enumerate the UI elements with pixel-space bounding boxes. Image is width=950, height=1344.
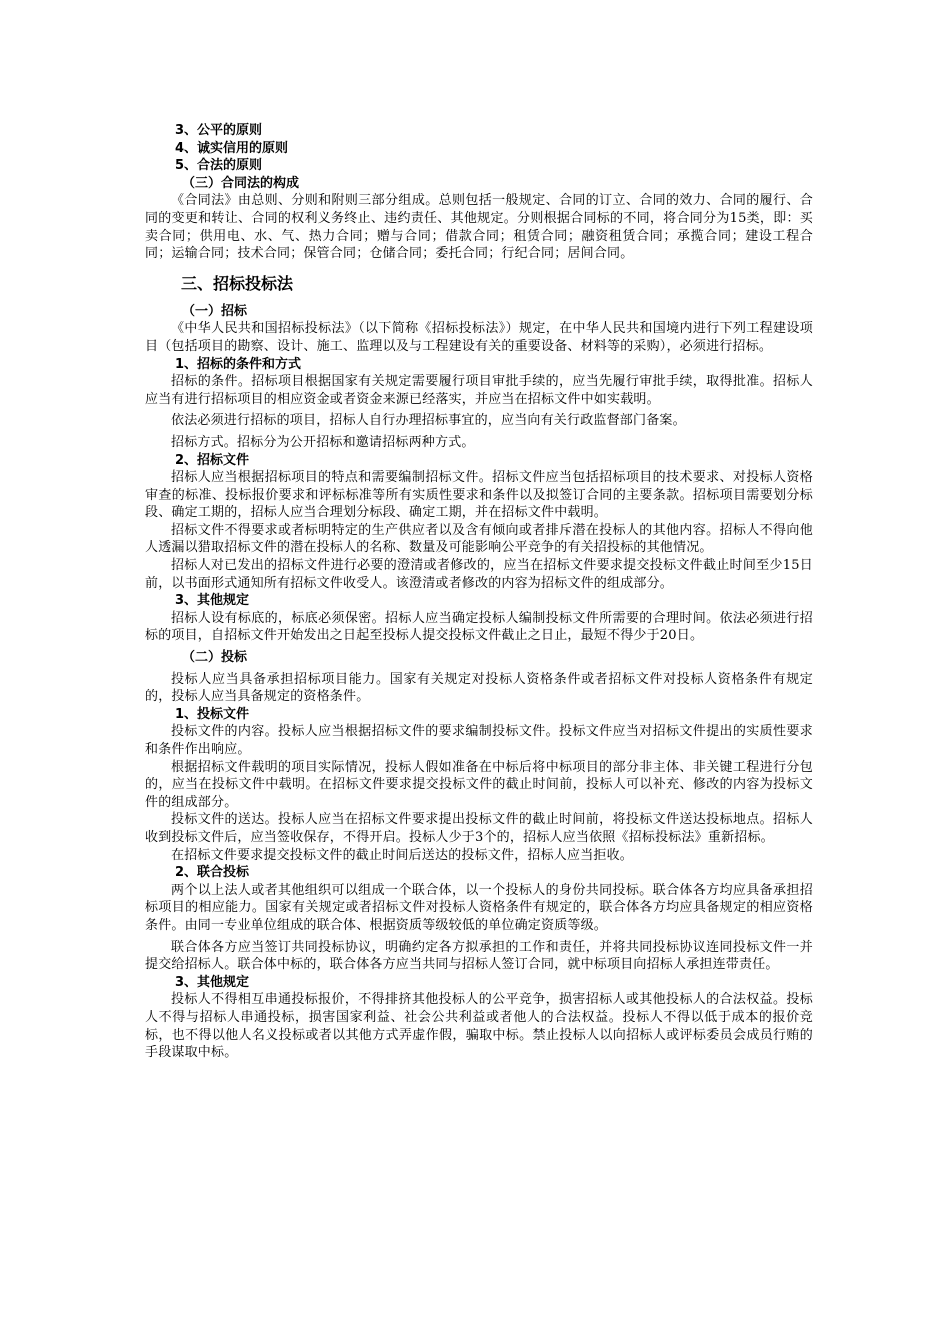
paragraph: 投标文件的送达。投标人应当在招标文件要求提出投标文件的截止时间前，将投标文件送达投标地点。招标人收到投标文件后，应当签收保存，不得开启。投标人少于3个的，招标人应当依照《招标投标法》重新招标。: [145, 812, 813, 845]
paragraph: 招标人应当根据招标项目的特点和需要编制招标文件。招标文件应当包括招标项目的技术要求、对投标人资格审查的标准、投标报价要求和评标标准等所有实质性要求和条件以及拟签订合同的主要条款。招标项目需要划分标段、确定工期的，招标人应当合理划分标段、确定工期，并在招标文件中载明。: [145, 470, 813, 521]
item-tender-documents: 1、投标文件: [175, 706, 250, 722]
paragraph: 招标人设有标底的，标底必须保密。招标人应当确定投标人编制投标文件所需要的合理时间。依法必须进行招标的项目，自招标文件开始发出之日起至投标人提交投标文件截止之日止，最短不得少于20日。: [145, 610, 813, 644]
section-title-bidding-law: 三、招标投标法: [181, 273, 294, 293]
paragraph: 投标文件的内容。投标人应当根据招标文件的要求编制投标文件。投标文件应当对招标文件提出的实质性要求和条件作出响应。: [145, 724, 813, 757]
subsection-tendering: （二）投标: [182, 650, 248, 666]
paragraph: 投标人不得相互串通投标报价，不得排挤其他投标人的公平竞争，损害招标人或其他投标人的合法权益。投标人不得与招标人串通投标，损害国家利益、社会公共利益或者他人的合法权益。投标人不得以低于成本的报价竞标，也不得以他人名义投标或者以其他方式弄虚作假，骗取中标。禁止投标人以向招标人或评标委员会成员行贿的手段谋取中标。: [145, 992, 813, 1061]
item-bidding-documents: 2、招标文件: [175, 452, 250, 468]
item-other-provisions: 3、其他规定: [175, 593, 250, 609]
paragraph: 《合同法》由总则、分则和附则三部分组成。总则包括一般规定、合同的订立、合同的效力、合同的履行、合同的变更和转让、合同的权利义务终止、违约责任、其他规定。分则根据合同标的不同，将合同分为15类，即：买卖合同；供用电、水、气、热力合同；赠与合同；借款合同；租赁合同；融资租赁合同；承揽合同；建设工程合同；运输合同；技术合同；保管合同；仓储合同；委托合同；行纪合同；居间合同。: [145, 193, 813, 262]
paragraph: 投标人应当具备承担招标项目能力。国家有关规定对投标人资格条件或者招标文件对投标人资格条件有规定的，投标人应当具备规定的资格条件。: [145, 671, 813, 705]
document-page: [145, 122, 813, 1062]
paragraph: 《中华人民共和国招标投标法》（以下简称《招标投标法》）规定，在中华人民共和国境内进行下列工程建设项目（包括项目的勘察、设计、施工、监理以及与工程建设有关的重要设备、材料等的采购），必须进行招标。: [145, 321, 813, 354]
item-legality-principle: 5、合法的原则: [175, 158, 263, 174]
paragraph: 招标人对已发出的招标文件进行必要的澄清或者修改的，应当在招标文件要求提交投标文件截止时间至少15日前，以书面形式通知所有招标文件收受人。该澄清或者修改的内容为招标文件的组成部分。: [145, 558, 813, 591]
paragraph: 在招标文件要求提交投标文件的截止时间后送达的投标文件，招标人应当拒收。: [171, 847, 634, 863]
subsection-bidding: （一）招标: [182, 303, 248, 319]
subsection-contract-law-structure: （三）合同法的构成: [182, 175, 300, 191]
item-good-faith-principle: 4、诚实信用的原则: [175, 140, 289, 156]
paragraph: 依法必须进行招标的项目，招标人自行办理招标事宜的，应当向有关行政监督部门备案。: [171, 413, 686, 429]
item-other-provisions-tender: 3、其他规定: [175, 974, 250, 990]
paragraph: 根据招标文件载明的项目实际情况，投标人假如准备在中标后将中标项目的部分非主体、非关键工程进行分包的，应当在投标文件中载明。在招标文件要求提交投标文件的截止时间前，投标人可以补充、修改的内容为投标文件的组成部分。: [145, 759, 813, 810]
paragraph: 招标文件不得要求或者标明特定的生产供应者以及含有倾向或者排斥潜在投标人的其他内容。招标人不得向他人透漏以猎取招标文件的潜在投标人的名称、数量及可能影响公平竞争的有关招投标的其他情况。: [145, 522, 813, 556]
paragraph: 招标的条件。招标项目根据国家有关规定需要履行项目审批手续的，应当先履行审批手续，取得批准。招标人应当有进行招标项目的相应资金或者资金来源已经落实，并应当在招标文件中如实载明。: [145, 374, 813, 407]
item-joint-bidding: 2、联合投标: [175, 865, 250, 881]
item-fairness-principle: 3、公平的原则: [175, 123, 263, 138]
item-bidding-conditions: 1、招标的条件和方式: [175, 356, 302, 372]
paragraph: 两个以上法人或者其他组织可以组成一个联合体，以一个投标人的身份共同投标。联合体各方均应具备承担招标项目的相应能力。国家有关规定或者招标文件对投标人资格条件有规定的，联合体各方均应具备规定的相应资格条件。由同一专业单位组成的联合体、根据资质等级较低的单位确定资质等级。: [145, 882, 813, 933]
paragraph: 招标方式。招标分为公开招标和邀请招标两种方式。: [171, 434, 475, 450]
paragraph: 联合体各方应当签订共同投标协议，明确约定各方拟承担的工作和责任，并将共同投标协议连同投标文件一并提交给招标人。联合体中标的，联合体各方应当共同与招标人签订合同，就中标项目向招标人承担连带责任。: [145, 939, 813, 973]
